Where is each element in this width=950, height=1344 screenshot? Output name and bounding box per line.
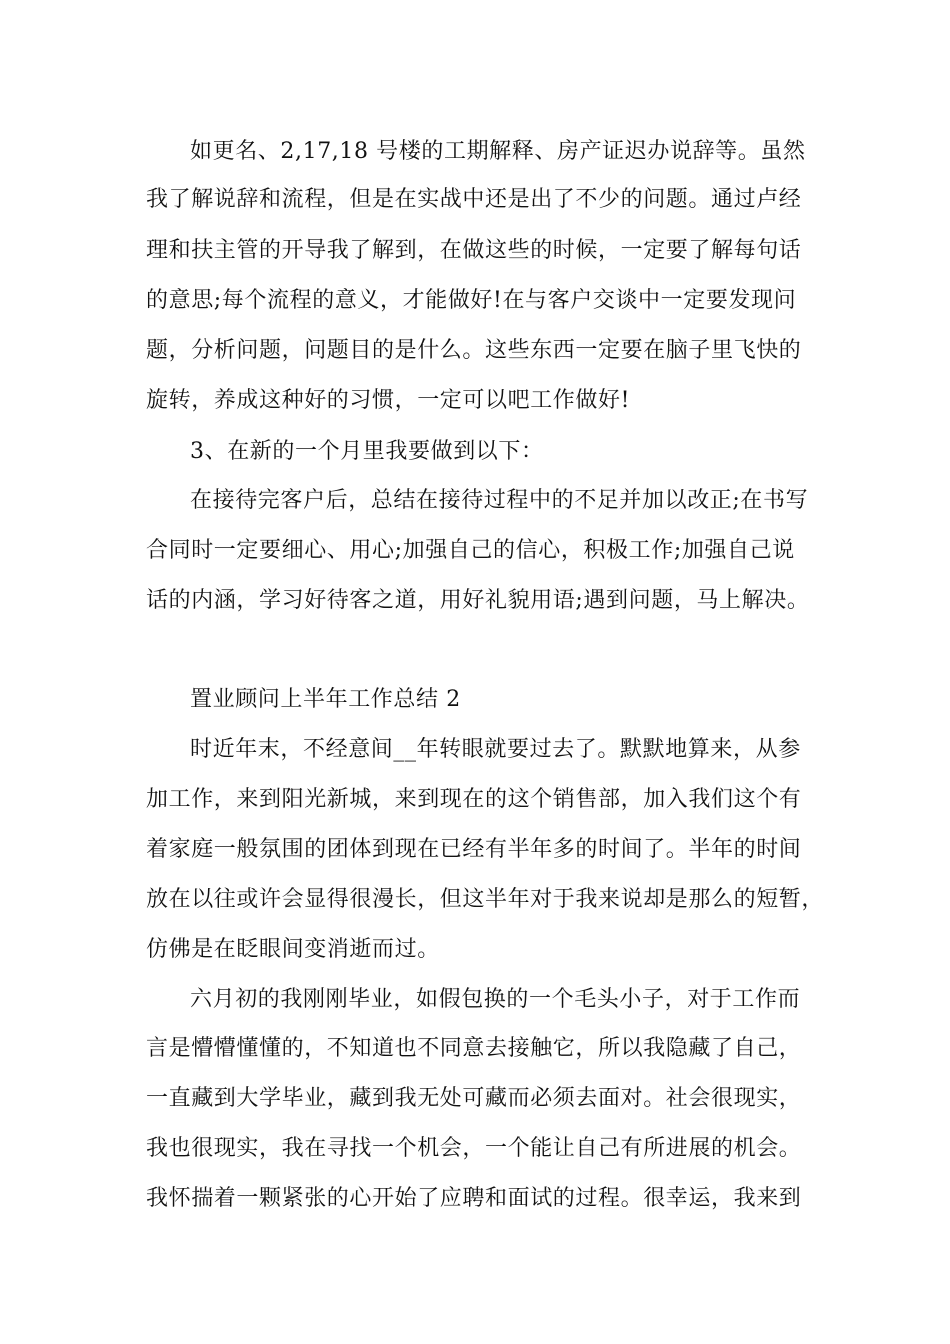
- section-heading: 置业顾问上半年工作总结 2: [190, 687, 461, 712]
- paragraph-line: 我也很现实，我在寻找一个机会，一个能让自己有所进展的机会。: [146, 1136, 802, 1161]
- paragraph-line: 的意思;每个流程的意义，才能做好!在与客户交谈中一定要发现问: [146, 288, 797, 313]
- paragraph-line: 话的内涵，学习好待客之道，用好礼貌用语;遇到问题，马上解决。: [146, 588, 810, 613]
- paragraph-line: 放在以往或许会显得很漫长，但这半年对于我来说却是那么的短暂，: [146, 887, 825, 912]
- paragraph-line: 仿佛是在眨眼间变消逝而过。: [146, 937, 440, 962]
- paragraph-line: 我怀揣着一颗紧张的心开始了应聘和面试的过程。很幸运，我来到: [146, 1186, 802, 1211]
- paragraph-line: 着家庭一般氛围的团体到现在已经有半年多的时间了。半年的时间: [146, 837, 802, 862]
- paragraph-line: 旋转，养成这种好的习惯，一定可以吧工作做好!: [146, 388, 631, 413]
- list-item-heading: 3、在新的一个月里我要做到以下：: [190, 439, 544, 464]
- paragraph-line: 理和扶主管的开导我了解到，在做这些的时候，一定要了解每句话: [146, 238, 802, 263]
- paragraph-line: 如更名、2,17,18 号楼的工期解释、房产证迟办说辞等。虽然: [190, 139, 806, 164]
- paragraph-line: 加工作，来到阳光新城，来到现在的这个销售部，加入我们这个有: [146, 787, 802, 812]
- paragraph-line: 在接待完客户后，总结在接待过程中的不足并加以改正;在书写: [190, 488, 809, 513]
- paragraph-line: 六月初的我刚刚毕业，如假包换的一个毛头小子，对于工作而: [190, 987, 801, 1012]
- paragraph-line: 言是懵懵懂懂的，不知道也不同意去接触它，所以我隐藏了自己，: [146, 1036, 802, 1061]
- paragraph-line: 合同时一定要细心、用心;加强自己的信心，积极工作;加强自己说: [146, 538, 795, 563]
- paragraph-line: 我了解说辞和流程，但是在实战中还是出了不少的问题。通过卢经: [146, 187, 802, 212]
- paragraph-line: 一直藏到大学毕业，藏到我无处可藏而必须去面对。社会很现实，: [146, 1086, 802, 1111]
- paragraph-line: 时近年末，不经意间__年转眼就要过去了。默默地算来，从参: [190, 737, 801, 762]
- paragraph-line: 题，分析问题，问题目的是什么。这些东西一定要在脑子里飞快的: [146, 338, 802, 363]
